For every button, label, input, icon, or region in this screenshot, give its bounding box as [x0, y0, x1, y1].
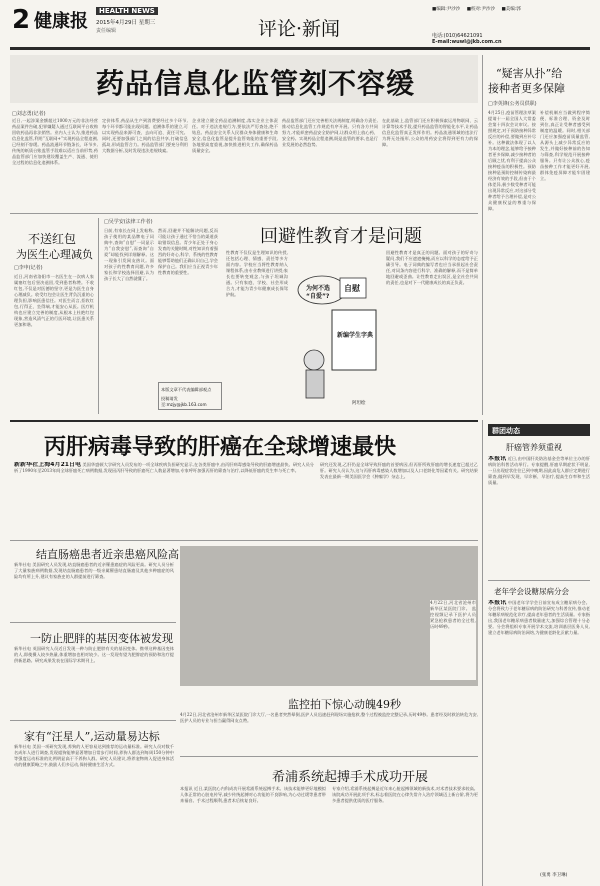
sidebar-rule-2 — [482, 420, 483, 886]
paper-name: 健康报 — [34, 11, 88, 32]
editorial-col-4: 药品监管部门还应完善相关法规制度,明确各方责任,推动信息化监管工作规范有序开展。只有各方共同努力,才能织密药品安全防护网,让群众用上放心药、安全药。实现药品全程追溯,既是监管的要求,也是行业发展的必然趋势。 — [282, 118, 378, 147]
paper-name-en: HEALTH NEWS — [96, 7, 158, 15]
left-headline-2: 为医生心理减负 — [16, 248, 93, 261]
cartoon-book-label: 自慰 — [344, 284, 360, 293]
section-title: 评论·新闻 — [258, 18, 341, 40]
cartoon-caption-2: “自爱”? — [306, 293, 330, 300]
science-divider-3 — [10, 720, 176, 721]
photo-side-caption: 4月22日,河北省沧州市新华区某医院门诊。 监控视频记录下医护人员紧急抢救患者的全过程,历时49秒。 — [430, 600, 476, 680]
tel-line: 电话:(010)64621091 — [432, 33, 483, 39]
comment-col-2: 然而,回避并不能解决问题,反而可能让孩子通过不恰当的渠道获取错误信息。青少年正处于身心发育的关键时期,对性知识有着强烈的好奇心,科学、系统的性教育能够帮助他们正确认识自己,学会保护自己。我们应当正视青少年性教育的重要性。 — [158, 228, 218, 275]
sub3-headline: 家有“汪星人”,运动量易达标 — [24, 730, 160, 743]
section-tag — [488, 424, 590, 436]
left-col-top-rule — [10, 213, 478, 214]
editorial-byline: □刘志勇(记者) — [12, 111, 46, 117]
contribution-email: 投稿请发至:mzjy@jkb.163.com — [161, 396, 207, 407]
contribution-box — [158, 382, 222, 410]
bottom-body-2: 专家介绍,希浦系统起搏是近年来心脏起搏领域的新技术,对术者技术要求较高。该院成功开展此项手术,标志着医院在心律失常介入治疗领域迈上新台阶,将为更多患者提供优质的医疗服务。 — [332, 786, 478, 803]
editorial-col-5: 在此基础上,监管部门还应积极探索运用物联网、云计算等技术手段,提升药品监管的智能化水平,让药品信息化监管真正发挥作用。药品流通领域的违法行为将无处遁形,公众的用药安全将得到更有力的保障。 — [382, 118, 478, 147]
sidebar-item2-lead: 本报讯 — [488, 600, 507, 606]
science-divider-2 — [10, 622, 176, 623]
comment-rule — [98, 218, 99, 414]
cartoon-caption-1: 为何不选 — [306, 285, 331, 292]
science-intro: 新新华社上海4月21日电 美国华盛顿大学研究人员发布的一项全球疾病负担研究显示,在各类肝癌中,由丙肝病毒感染导致的肝癌增速最快。研究人员分析了1990年至2013年间全球肝癌死亡病例数据,发现因丙肝导致的肝癌死亡人数显著增加,专家呼吁加强丙肝的筛查与治疗,以降低肝癌的发生率与死亡率。 — [14, 462, 314, 473]
sidebar-item1-body: 本报讯 近日,由中国肝炎防治基金会等单位主办的肝病防治科普活动举行。专家提醒,肝癌早期症状不明显,一旦出现症状往往已到中晚期,因此高危人群应定期进行筛查,做到早发现、早诊断、早治疗,提高生存率和生活质量。 — [488, 456, 590, 485]
editorial-col-1: 近日,一起涉案金额超过1000万元的非法经营药品案件告破,犯罪嫌疑人通过互联网平台收购回收药品再非法销售。业内人士认为,推进药品信息化监管,利用“互联网+”实现药品全程追溯,已经刻不容缓。药品流通环节链条长、环节多,传统的纸质台账监管手段难以适应当前形势,药品监管部门应加快建设覆盖生产、流通、使用全过程的信息化追溯体系。 — [12, 118, 98, 165]
photo-caption-headline: 监控拍下惊心动魄49秒 — [288, 698, 401, 711]
comment-byline: □吴学安(法律工作者) — [104, 219, 153, 225]
editorial-headline: 药品信息化监管刻不容缓 — [96, 67, 416, 100]
label-design: ■美编:郭 — [501, 7, 521, 12]
masthead-rule — [10, 47, 590, 50]
page-number: 2 — [12, 5, 31, 35]
side-byline: □李英锋(公务员供职) — [488, 101, 537, 107]
sidebar-item1-lead: 本报讯 — [488, 456, 507, 462]
sub1-body: 新华社电 美国研究人员发现,结直肠癌患者的近亲罹患癌症的风险更高。研究人员分析了大量家族病例数据,发现结直肠癌患者的一级亲属罹患结直肠癌及其他多种癌症的风险均有所上升,建议有家族史的人群提前进行筛查。 — [14, 562, 174, 579]
section-tag-label: 群团动态 — [492, 427, 520, 435]
sub2-body: 新华社电 英国研究人员近日发现一种与防止肥胖有关的基因变体。携带这种基因变体的人,即使摄入较多热量,体重增加也相对较少。这一发现有望为肥胖症的预防和治疗提供新思路。研究成果发表在国际学术期刊上。 — [14, 646, 174, 663]
right-sidebar-rule — [482, 55, 483, 415]
photo-side-caption-text: 4月22日,河北省沧州市新华区某医院门诊。 — [430, 600, 476, 611]
science-intro-lead: 新新华社上海4月21日电 — [14, 462, 82, 468]
bottom-body-1: 本报讯 近日,某医院心内科成功开展希浦系统起搏手术。该技术能够更好地模拟人体正常的心脏电传导,减少传统起搏对心功能的不良影响,为心动过缓等患者带来福音。手术过程顺利,患者术后恢复良好。 — [180, 786, 326, 803]
email-line: E-mail:wuwl@jkb.com.cn — [432, 39, 502, 45]
science-divider-4 — [180, 756, 478, 757]
science-intro-right: 研究还发现,乙肝仍是全球导致肝癌的首要病因,但丙肝所致肝癌的增长速度已超过乙肝。研究人员认为,这与丙肝病毒感染人数增加以及人口老龄化等因素有关。研究结果发表在最新一期美国医学会《肿瘤学》杂志上。 — [320, 462, 478, 479]
masthead-editor: 责任编辑 — [96, 28, 117, 34]
label-proof: ■校对:尹沙沙 — [466, 7, 495, 12]
sub1-headline: 结直肠癌患者近亲患癌风险高 — [36, 548, 179, 561]
cartoon-dictionary-label: 新编学生字典 — [336, 332, 373, 339]
left-col-body: 近日,河南省洛阳市一名医生在一次病人家属塞红包后坚决退回,受到患者称赞。不收红包,不仅是对医德的坚守,更是为医生自身心理减负。收受红包会让医生背负沉重的心理负担,影响医患信任。对医生而言,拒收红包,行得正、坐得端,才能安心从医。医疗机构也应建立完善的制度,从根本上杜绝红包现象,营造风清气正的行医环境,让医患关系更加和谐。 — [14, 274, 94, 327]
sidebar-divider — [488, 580, 590, 581]
sidebar-item2-title: 老年学会设糖尿病分会 — [494, 587, 569, 596]
cartoon — [292, 250, 382, 410]
side-col-a: 4月25日,疫苗管理法草案提请十一届全国人大常委会第十四次会议审议。按照规定,对于预防接种异常反应的补偿,要做到应补尽补。这种做法体现了以人为本的理念,能够给予接种者更多保障,减少接种者的后顾之忧,有利于提高公众接种疫苗的积极性。预防接种是预防控制传染病最经济有效的手段,但由于个体差异,极少数受种者可能出现异常反应,对这部分受种者给予合理补偿,是对公众健康权益的尊重与保障。 — [488, 110, 536, 211]
bottom-headline: 希浦系统起搏手术成功开展 — [272, 770, 429, 785]
sub2-headline: 一防止肥胖的基因变体被发现 — [30, 632, 173, 645]
side-col-b: 补偿机制应当做到程序简便、标准合理、资金及时到位,真正让受种者感受到制度的温暖。同时,相关部门还应加强疫苗质量监管,从源头上减少异常反应的发生,并做好接种前的告知与筛查,科学规范开展接种服务。只有让公众放心,疫苗接种工作才能更好开展,群体免疫屏障才能牢固建立。 — [540, 110, 590, 181]
sidebar-item1-title: 肝癌管养须重视 — [506, 443, 562, 452]
left-byline: □李申(记者) — [14, 265, 43, 271]
science-headline: 丙肝病毒导致的肝癌在全球增速最快 — [44, 435, 397, 460]
contribution-note: 本版文章不代表编辑部观点 — [161, 387, 212, 392]
comment-col-1: 日前,有家长在网上发帖称,孩子使用的某品牌电子词典中,查询“自慰”一词显示为“自我安慰”,而查询“自爱”却能找到详细解释。这一现象引发网友热议。面对孩子的性教育问题,许多家长和学校选择回避,认为孩子长大了自然就懂了。 — [104, 228, 154, 281]
photo-caption-body: 4月22日,河北省沧州市新华区某医院门诊大厅,一名患者突然晕倒,医护人员迅速赶到现场实施抢救,整个过程被监控完整记录,历时49秒。患者经及时救治转危为安,医护人员的专业与担当赢得网友点赞。 — [180, 712, 478, 723]
science-rule — [10, 420, 478, 422]
cartoon-credit: 阿坦绘 — [352, 401, 366, 406]
side-title-2: 接种者更多保障 — [488, 82, 565, 95]
sidebar-closing: (张勇 李卫琳) — [540, 873, 568, 878]
left-headline-1: 不送红包 — [28, 232, 77, 246]
comment-headline: 回避性教育才是问题 — [260, 226, 422, 247]
sub3-body: 新华社电 美国一项研究发现,养狗的人更容易达到推荐的运动量标准。研究人员对数千名成年人进行调查,发现遛狗能够显著增加日常步行时间,养狗人群达到每周150分钟中等强度运动标准的比例明显高于不养狗人群。研究人员建议,将养宠物纳入促进身体活动的健康策略之中,鼓励人们多运动,保持健康生活方式。 — [14, 744, 174, 767]
comment-col-3: 性教育不仅仅是生理知识的传授,还包括心理、情感、责任等多方面内容。学校应当将性教育纳入课程体系,由专业教师进行讲授;家长也要转变观念,与孩子坦诚沟通。只有家庭、学校、社会形成合力,才能为青少年健康成长保驾护航。 — [226, 250, 288, 297]
side-title-1: “疑害从扑”给 — [496, 67, 563, 80]
sidebar-item2-body: 本报讯 中国老年学学会日前宣布成立糖尿病分会。分会将致力于老年糖尿病的防治研究与科普宣传,推动老年糖尿病规范化诊疗,提高老年患者的生活质量。专家指出,我国老年糖尿病患者数量庞大,加强综合管理十分必要。分会将组织专家开展学术交流,培训基层医务人员,建立老年糖尿病防治网络,为健康老龄化贡献力量。 — [488, 600, 590, 635]
top-right-labels — [432, 6, 521, 12]
editorial-col-3: 企业建立健全药品追溯制度,落实企业主体责任。对于违法违规行为,要依法严厉查处,绝不姑息。药品安全关系人民群众身体健康和生命安全,信息化监管是提升监管效能的重要手段,各地要高度重视,加快推进相关工作,确保药品质量安全。 — [192, 118, 278, 153]
masthead — [0, 0, 600, 48]
science-divider-1 — [10, 540, 478, 541]
comment-col-4: 回避性教育才是真正的问题。面对孩子的好奇与疑问,我们不应遮遮掩掩,而应以科学的态度给予正确引导。电子词典的编写者也应当承担起社会责任,对词条内容进行科学、准确的解释,而不是简单地回避或歪曲。让性教育走出误区,是全社会共同的责任,也是对下一代健康成长的真正负责。 — [386, 250, 478, 285]
label-editor: ■编辑:尹沙沙 — [432, 7, 461, 12]
masthead-date: 2015年4月29日 星期三 — [96, 20, 156, 26]
editorial-col-2: 定价体系,药品从生产到消费要经过多个环节,每个环节都可能出现问题。追溯体系的建立,可以实现药品来源可查、去向可追、责任可究。同时,还要加强部门之间的信息共享,打破信息孤岛,形成监管合力。药品监管部门要充分利用大数据分析,及时发现违法违规线索。 — [102, 118, 188, 153]
